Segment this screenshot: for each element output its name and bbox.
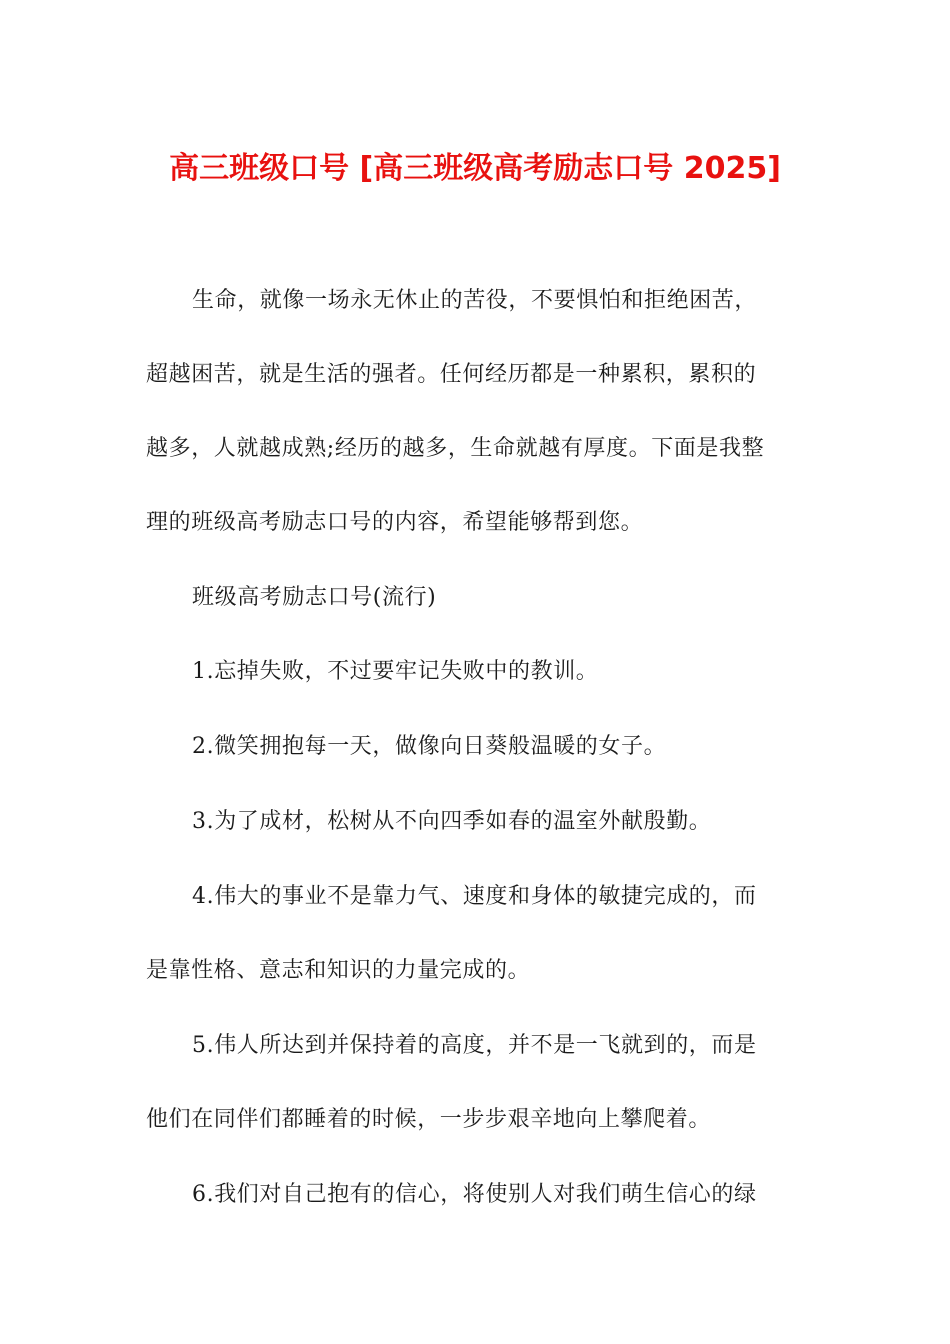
slogan-item: 6.我们对自己抱有的信心，将使别人对我们萌生信心的绿 bbox=[192, 1182, 757, 1207]
paragraph-line: 越多，人就越成熟;经历的越多，生命就越有厚度。下面是我整 bbox=[146, 436, 765, 461]
slogan-item: 2.微笑拥抱每一天，做像向日葵般温暖的女子。 bbox=[192, 734, 667, 759]
paragraph-line: 生命，就像一场永无休止的苦役，不要惧怕和拒绝困苦， bbox=[192, 288, 758, 313]
document-title: 高三班级口号 [高三班级高考励志口号 2025] bbox=[169, 151, 781, 186]
slogan-item-continuation: 他们在同伴们都睡着的时候，一步步艰辛地向上攀爬着。 bbox=[146, 1107, 712, 1132]
section-heading: 班级高考励志口号(流行) bbox=[192, 585, 437, 610]
paragraph-line: 超越困苦，就是生活的强者。任何经历都是一种累积，累积的 bbox=[146, 362, 757, 387]
slogan-item: 1.忘掉失败，不过要牢记失败中的教训。 bbox=[192, 659, 599, 684]
slogan-item: 4.伟大的事业不是靠力气、速度和身体的敏捷完成的，而 bbox=[192, 884, 757, 909]
slogan-item: 3.为了成材，松树从不向四季如春的温室外献殷勤。 bbox=[192, 809, 712, 834]
slogan-item: 5.伟人所达到并保持着的高度，并不是一飞就到的，而是 bbox=[192, 1033, 757, 1058]
slogan-item-continuation: 是靠性格、意志和知识的力量完成的。 bbox=[146, 958, 531, 983]
paragraph-line: 理的班级高考励志口号的内容，希望能够帮到您。 bbox=[146, 510, 644, 535]
